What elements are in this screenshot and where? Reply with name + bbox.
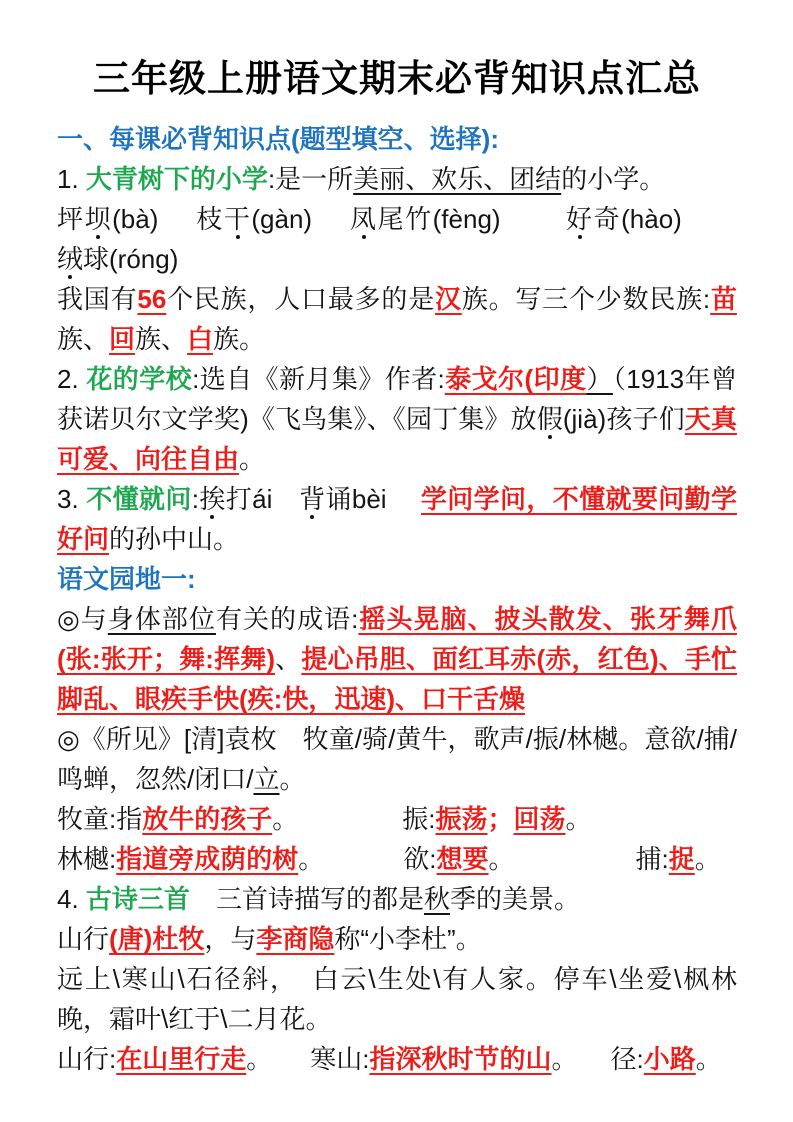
text-segment: 季的美景。: [449, 884, 580, 915]
lesson-1-pinyin-words: [57, 199, 737, 279]
text-segment: 振荡: [435, 804, 488, 835]
text-segment: 的小学。: [561, 164, 666, 195]
text-segment: 好: [566, 204, 594, 235]
text-segment: 天真可爱、向往自由: [57, 404, 737, 475]
text-segment: 族、: [135, 324, 188, 355]
text-segment: 2.: [57, 364, 87, 395]
text-segment: 白: [187, 324, 214, 355]
text-segment: 牧童:指: [57, 804, 143, 835]
text-segment: 美丽、欢乐、团结: [353, 164, 562, 195]
text-segment: 诵bèi: [325, 484, 421, 515]
text-segment: 径:: [610, 1044, 644, 1075]
text-segment: 的孙中山。: [109, 524, 240, 555]
text-segment: 族。写三个少数民族:: [461, 284, 711, 315]
text-segment: 小路: [643, 1044, 696, 1075]
text-segment: 坝: [84, 204, 113, 235]
text-segment: 族、: [57, 324, 110, 355]
text-segment: 1.: [57, 164, 86, 195]
lesson-1-ethnic-groups: [57, 279, 737, 359]
text-segment: 。: [488, 844, 515, 875]
shanxing-poem: [57, 959, 737, 1039]
text-segment: 身体部位: [107, 604, 216, 635]
text-segment: 。: [694, 844, 721, 875]
page-title: 三年级上册语文期末必背知识点汇总: [93, 58, 701, 99]
section-1-heading: [57, 119, 737, 159]
text-segment: 回: [109, 324, 136, 355]
lesson-4-ancient-poems: [57, 879, 737, 919]
text-segment: 学问学问，不懂就要问勤学好问: [57, 484, 737, 555]
text-segment: 李商隐: [256, 924, 335, 955]
text-segment: 绒: [57, 244, 84, 275]
text-segment: （1913年曾获诺贝尔文学奖)《飞鸟集》、《园丁集》放: [57, 364, 737, 435]
text-segment: :选自《新月集》作者:: [192, 364, 445, 395]
text-segment: 汉: [435, 284, 462, 315]
text-segment: :是一所: [267, 164, 354, 195]
text-segment: 寒山:: [310, 1044, 370, 1075]
text-segment: 称“小李杜”。: [334, 924, 482, 955]
text-segment: 立: [253, 764, 280, 795]
text-segment: 花的学校: [86, 364, 193, 395]
lesson-3-ask-when-unsure: [57, 479, 737, 559]
text-segment: 打ái: [225, 484, 300, 515]
text-segment: 大青树下的小学: [85, 164, 268, 195]
text-segment: 。: [565, 804, 592, 835]
text-segment: (bà) 枝: [112, 204, 224, 235]
text-segment: 泰戈尔(印度: [444, 364, 587, 395]
text-segment: 。: [695, 1044, 722, 1075]
text-segment: 古诗三首: [85, 884, 190, 915]
text-segment: :: [191, 484, 199, 515]
body-part-idioms: [57, 599, 737, 719]
text-segment: 摇头晃脑、披头散发、张牙舞爪(张:张开；舞:挥舞): [57, 604, 737, 675]
text-segment: 族。: [213, 324, 266, 355]
text-segment: 三首诗描写的都是: [189, 884, 424, 915]
text-segment: 。: [298, 844, 325, 875]
text-segment: 假: [536, 404, 563, 435]
document-body: [57, 119, 737, 1079]
shanxing-notes-row: [57, 1039, 737, 1079]
text-segment: 尾竹(fèng): [377, 204, 567, 235]
suojian-notes-row-1: [57, 799, 737, 839]
text-segment: 背: [299, 484, 326, 515]
text-segment: ，与: [204, 924, 257, 955]
lesson-1-overview: [57, 159, 737, 199]
text-segment: 回荡: [513, 804, 566, 835]
text-segment: 球(róng): [83, 244, 179, 275]
text-segment: 振:: [402, 804, 436, 835]
text-segment: 秋: [423, 884, 450, 915]
text-segment: ◎《所见》[清]袁枚 牧童/骑/黄牛，歌声/振/林樾。意欲/捕/鸣蝉，忽然/闭口/: [57, 724, 737, 795]
text-segment: 欲:: [403, 844, 437, 875]
text-segment: 干: [223, 204, 252, 235]
text-segment: 奇(hào): [593, 204, 737, 235]
text-segment: 有关的成语:: [215, 604, 359, 635]
text-segment: ）: [586, 364, 613, 395]
text-segment: 、: [275, 644, 302, 675]
text-segment: 语文园地一:: [57, 564, 196, 595]
text-segment: (gàn): [251, 204, 350, 235]
text-segment: 挨: [199, 484, 226, 515]
text-segment: 捕:: [635, 844, 669, 875]
poem-suojian: [57, 719, 737, 799]
text-segment: ；: [487, 804, 514, 835]
text-segment: 山行:: [57, 1044, 117, 1075]
text-segment: 个民族，人口最多的是: [166, 284, 436, 315]
text-segment: 一、每课必背知识点(题型填空、选择):: [57, 124, 499, 155]
text-segment: ◎与: [57, 604, 108, 635]
text-segment: 。: [272, 804, 299, 835]
text-segment: 放牛的孩子: [142, 804, 273, 835]
garden-1-heading: [57, 559, 737, 599]
shanxing-author: [57, 919, 737, 959]
suojian-notes-row-2: [57, 839, 737, 879]
text-segment: 捉: [668, 844, 695, 875]
text-segment: 3.: [57, 484, 87, 515]
text-segment: 远上\寒山\石径斜， 白云\生处\有人家。停车\坐爱\枫林晚，霜叶\红于\二月花。: [57, 964, 737, 1035]
text-segment: 坪: [57, 204, 85, 235]
text-segment: 指深秋时节的山: [369, 1044, 552, 1075]
text-segment: 林樾:: [57, 844, 117, 875]
text-segment: 想要: [436, 844, 489, 875]
text-segment: 4.: [57, 884, 86, 915]
text-segment: (唐)杜牧: [109, 924, 205, 955]
text-segment: 山行: [57, 924, 110, 955]
text-segment: 。: [551, 1044, 578, 1075]
text-segment: 我国有: [57, 284, 138, 315]
text-segment: 。: [239, 444, 266, 475]
text-segment: 在山里行走: [116, 1044, 247, 1075]
text-segment: 指道旁成荫的树: [116, 844, 299, 875]
text-segment: 不懂就问: [86, 484, 192, 515]
text-segment: 苗: [710, 284, 737, 315]
text-segment: 56: [137, 284, 167, 315]
text-segment: (jià)孩子们: [562, 404, 685, 435]
text-segment: 凤: [349, 204, 378, 235]
text-segment: 。: [246, 1044, 273, 1075]
text-segment: 。: [279, 764, 306, 795]
text-segment: 提心吊胆、面红耳赤(赤，红色)、手忙脚乱、眼疾手快(疾:快，迅速)、口干舌燥: [57, 644, 737, 715]
lesson-2-flower-school: [57, 359, 737, 479]
